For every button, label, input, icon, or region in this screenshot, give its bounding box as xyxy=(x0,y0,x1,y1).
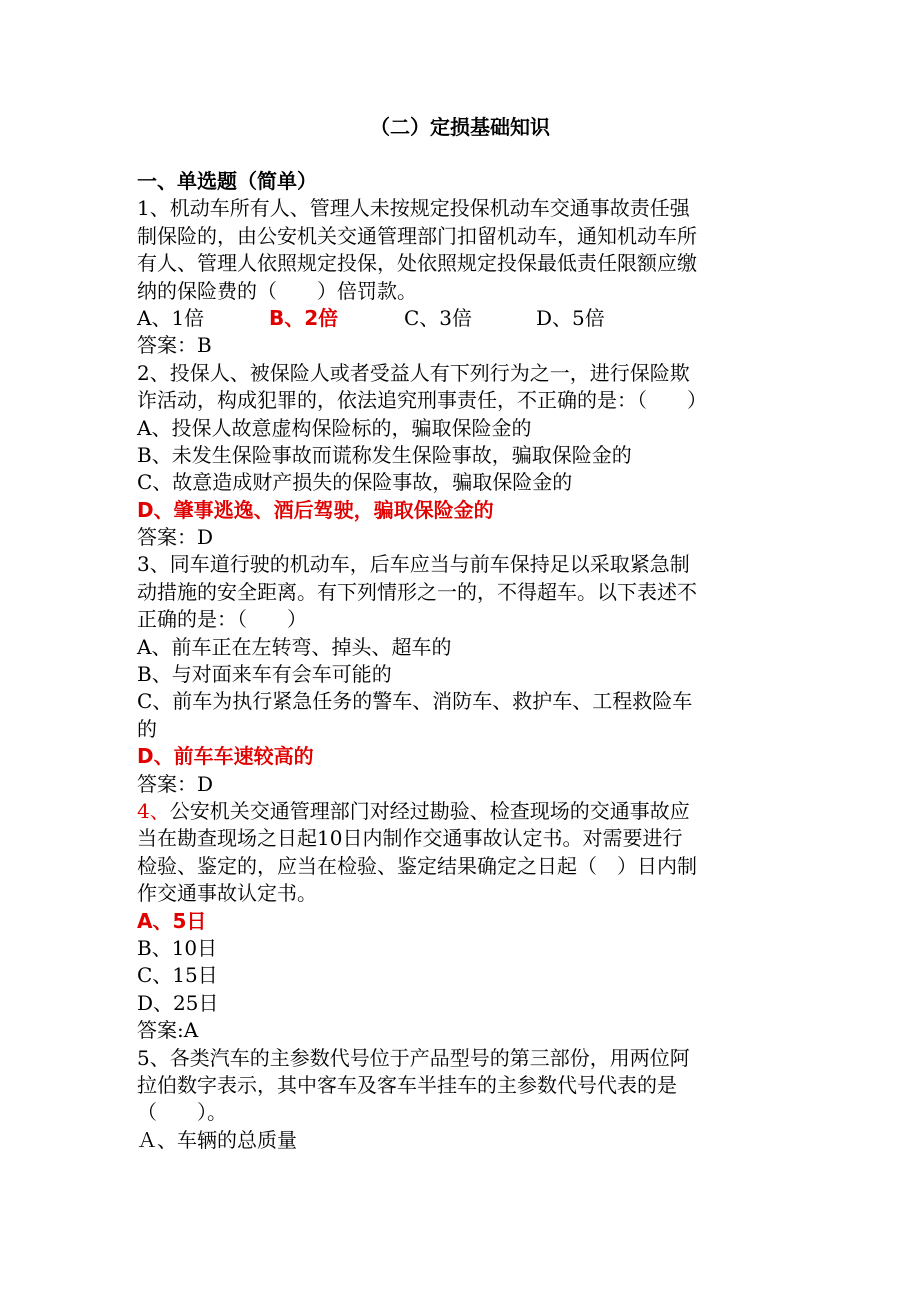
question-text-line: 5、各类汽车的主参数代号位于产品型号的第三部份，用两位阿 xyxy=(137,1045,690,1070)
option-a: A、1倍 xyxy=(137,305,205,330)
question-text-line: 正确的是：（ ） xyxy=(137,607,307,632)
answer-line: 答案:A xyxy=(137,1018,199,1043)
answer-line: 答案：D xyxy=(137,771,214,796)
question-text-line: 作交通事故认定书。 xyxy=(137,881,317,906)
option-a: Ａ、车辆的总质量 xyxy=(137,1127,297,1152)
option-b-correct: B、2倍 xyxy=(269,305,339,330)
question-4 xyxy=(137,798,797,1045)
option-b: B、与对面来车有会车可能的 xyxy=(137,662,392,687)
question-text-line: 有人、管理人依照规定投保，处依照规定投保最低责任限额应缴 xyxy=(137,251,697,276)
document-title: （二）定损基础知识 xyxy=(370,115,550,139)
option-d-correct: D、肇事逃逸、酒后驾驶，骗取保险金的 xyxy=(137,497,494,522)
option-c: C、15日 xyxy=(137,963,218,988)
question-1 xyxy=(137,195,797,359)
option-d: D、5倍 xyxy=(536,305,605,330)
question-text-line: 制保险的，由公安机关交通管理部门扣留机动车，通知机动车所 xyxy=(137,223,697,248)
option-row xyxy=(137,305,797,332)
section-heading: 一、单选题（简单） xyxy=(137,169,317,193)
option-c: C、故意造成财产损失的保险事故，骗取保险金的 xyxy=(137,470,573,495)
question-text-line: （ ）。 xyxy=(137,1100,227,1125)
question-number: 4、 xyxy=(137,798,170,823)
question-text-line: 2、投保人、被保险人或者受益人有下列行为之一，进行保险欺 xyxy=(137,360,690,385)
option-d: D、25日 xyxy=(137,990,219,1015)
question-text-line: 动措施的安全距离。有下列情形之一的，不得超车。以下表述不 xyxy=(137,579,697,604)
question-text-line: 当在勘查现场之日起10日内制作交通事故认定书。对需要进行 xyxy=(137,826,683,851)
option-d-correct: D、前车车速较高的 xyxy=(137,744,314,769)
option-a-correct: A、5日 xyxy=(137,908,207,933)
option-c: C、3倍 xyxy=(404,305,473,330)
question-text-line xyxy=(137,798,797,825)
question-text-line: 检验、鉴定的，应当在检验、鉴定结果确定之日起（ ）日内制 xyxy=(137,853,697,878)
answer-line: 答案：D xyxy=(137,525,214,550)
answer-line: 答案：B xyxy=(137,333,212,358)
option-a: A、前车正在左转弯、掉头、超车的 xyxy=(137,634,452,659)
question-text-line: 1、机动车所有人、管理人未按规定投保机动车交通事故责任强 xyxy=(137,196,690,221)
document-content xyxy=(137,168,797,1154)
option-c-continued: 的 xyxy=(137,716,157,741)
question-text-line: 纳的保险费的（ ）倍罚款。 xyxy=(137,278,417,303)
option-b: B、10日 xyxy=(137,935,218,960)
question-text-line: 诈活动，构成犯罪的，依法追究刑事责任，不正确的是：（ ） xyxy=(137,388,707,413)
option-b: B、未发生保险事故而谎称发生保险事故，骗取保险金的 xyxy=(137,442,632,467)
question-2 xyxy=(137,360,797,552)
option-a: A、投保人故意虚构保险标的，骗取保险金的 xyxy=(137,415,532,440)
question-text-line: 拉伯数字表示，其中客车及客车半挂车的主参数代号代表的是 xyxy=(137,1072,677,1097)
option-c: C、前车为执行紧急任务的警车、消防车、救护车、工程救险车 xyxy=(137,689,693,714)
question-text-line: 3、同车道行驶的机动车，后车应当与前车保持足以采取紧急制 xyxy=(137,552,690,577)
question-3 xyxy=(137,551,797,798)
question-text: 公安机关交通管理部门对经过勘验、检查现场的交通事故应 xyxy=(169,798,690,823)
question-5 xyxy=(137,1045,797,1155)
